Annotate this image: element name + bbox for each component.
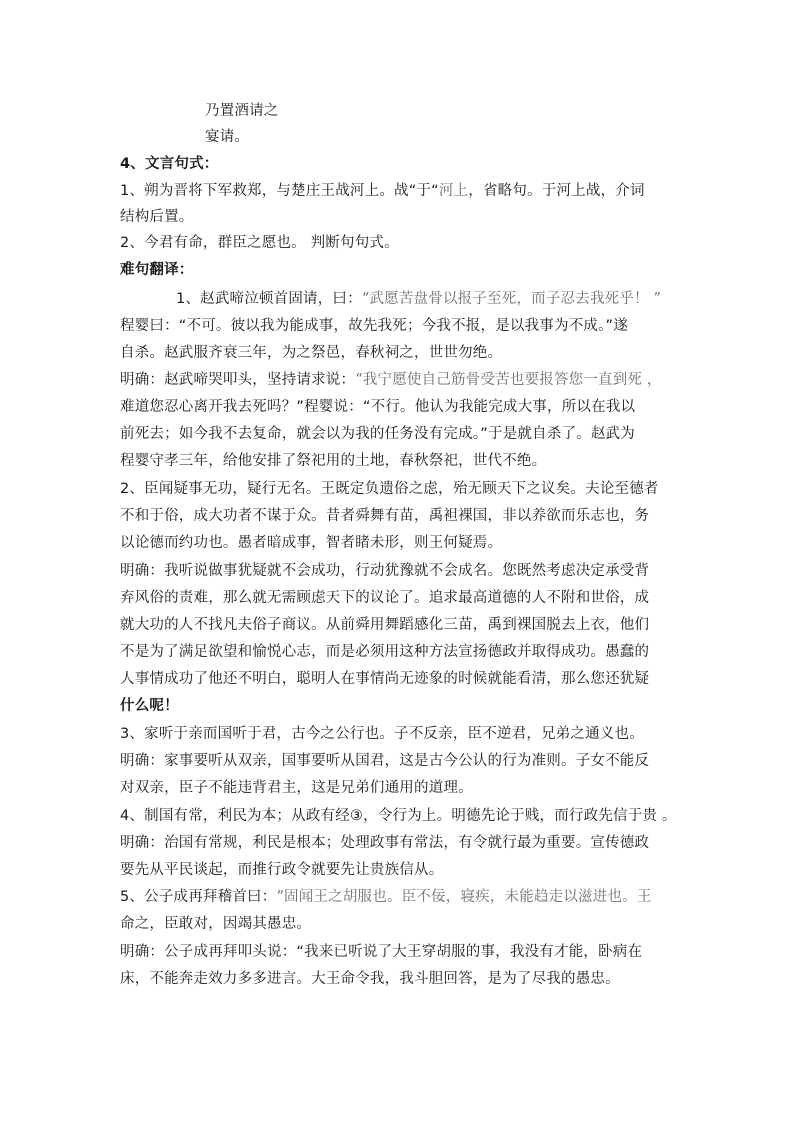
text-line: 床，不能奔走效力多多进言。大王命令我，我斗胆回答，是为了尽我的愚忠。 <box>120 971 620 987</box>
text-line: 明确：家事要听从双亲，国事要听从国君，这是古今公认的行为准则。子女不能反 <box>120 753 650 769</box>
text-line: 2、今君有命，群臣之愿也。 判断句句式。 <box>120 235 399 251</box>
text-line: 弃风俗的责难，那么就无需顾虑天下的议论了。追求最高道德的人不附和世俗，成 <box>120 590 650 606</box>
text-line: 明确：治国有常规，利民是根本；处理政事有常法，有令就行最为重要。宣传德政 <box>120 835 650 851</box>
text-line <box>176 289 661 309</box>
text-line: 就大功的人不找凡夫俗子商议。从前舜用舞蹈感化三苗，禹到裸国脱去上衣，他们 <box>120 617 650 633</box>
text-span: 1、朔为晋将下军救郑，与楚庄王战河上。战“于“ <box>120 183 439 199</box>
text-span: ，省略句。于河上战，介词 <box>468 183 645 199</box>
text-line: 人事情成功了他还不明白，聪明人在事情尚无迹象的时候就能看清，那么您还犹疑 <box>120 671 650 687</box>
text-line: 结构后置。 <box>120 209 194 225</box>
text-line: 程婴守孝三年，给他安排了祭祀用的土地，春秋祭祀，世代不绝。 <box>120 453 547 469</box>
text-line: 前死去；如今我不去复命，就会以为我的任务没有完成。”于是就自杀了。赵武为 <box>120 426 635 442</box>
text-line: 难道您忍心离开我去死吗？”程婴说：“不行。他认为我能完成大事，所以在我以 <box>120 399 636 415</box>
text-line: 2、臣闻疑事无功，疑行无名。王既定负遗俗之虑，殆无顾天下之议矣。夫论至德者 <box>120 481 659 497</box>
text-line: 以论德而约功也。愚者暗成事，智者睹未形，则王何疑焉。 <box>120 535 503 551</box>
text-line: 对双亲，臣子不能违背君主，这是兄弟们通用的道理。 <box>120 780 473 796</box>
text-line <box>120 370 662 390</box>
text-line: 自杀。赵武服齐衰三年，为之祭邑，春秋祠之，世世勿绝。 <box>120 345 503 361</box>
text-line <box>120 181 645 201</box>
text-span: 河上 <box>438 183 469 199</box>
text-line: 程婴曰：“不可。彼以我为能成事，故先我死；今我不报，是以我事为不成。”遂 <box>120 318 628 334</box>
text-line: 宴请。 <box>205 129 250 145</box>
section-heading: 难句翻译： <box>120 262 194 278</box>
text-line: 乃置酒请之 <box>205 103 279 119</box>
text-line: 不是为了满足欲望和愉悦心志，而是必须用这种方法宣扬德政并取得成功。愚蠢的 <box>120 644 650 660</box>
text-span: “我宁愿使自己筋骨受苦也要报答您一直到死 ， <box>355 372 662 388</box>
text-span: “武愿苦盘骨以报子至死，而子忍去我死乎！ ” <box>361 291 662 307</box>
text-span: 明确：赵武啼哭叩头，坚持请求说： <box>120 372 356 388</box>
text-span: 5、公子成再拜稽首曰： <box>120 889 277 905</box>
text-span: “固闻王之胡服也。臣不佞，寝疾，未能趋走以滋进也。王 <box>276 889 652 905</box>
text-line: 不和于俗，成大功者不谋于众。昔者舜舞有苗，禹袒裸国，非以养欲而乐志也，务 <box>120 508 650 524</box>
text-line: 明确：公子成再拜叩头说：“我来已听说了大王穿胡服的事，我没有才能，卧病在 <box>120 944 643 960</box>
text-line <box>120 887 652 907</box>
text-line: 什么呢！ <box>120 698 179 714</box>
section-heading: 4、文言句式： <box>120 156 219 172</box>
text-line: 4、制国有常，利民为本；从政有经③，令行为上。明德先论于贱，而行政先信于贵 。 <box>120 808 677 824</box>
text-span: 1、赵武啼泣顿首固请，曰： <box>176 291 362 307</box>
text-line: 命之，臣敢对，因竭其愚忠。 <box>120 916 312 932</box>
text-line: 3、家听于亲而国听于君，古今之公行也。子不反亲，臣不逆君，兄弟之通义也。 <box>120 726 644 742</box>
text-line: 要先从平民谈起，而推行政令就要先让贵族信从。 <box>120 862 444 878</box>
text-line: 明确：我听说做事犹疑就不会成功，行动犹豫就不会成名。您既然考虑决定承受背 <box>120 563 650 579</box>
